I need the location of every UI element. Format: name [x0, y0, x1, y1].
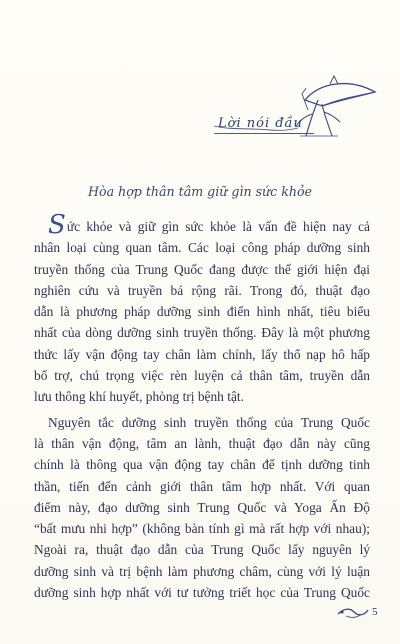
- paragraph-2: [34, 412, 370, 604]
- page-number-ornament: [332, 598, 382, 622]
- paragraph-line: thức lấy vận động tay chân làm chính, lấy thổ nạp hô hấp: [34, 346, 370, 362]
- paragraph-line: Ngoài ra, thuật đạo dẫn của Trung Quốc lấy nguyên lý: [34, 542, 370, 558]
- body-text: [34, 210, 370, 607]
- paragraph-line: chính là thông qua vận động tay chân để tịnh dưỡng tinh: [34, 457, 370, 473]
- paragraph-line: lưu thông khí huyết, phòng trị bệnh tật.: [34, 389, 244, 405]
- paragraph-1: [34, 210, 370, 408]
- paragraph-line: nghiên cứu và truyền bá rộng rãi. Trong đó, thuật đạo: [34, 282, 370, 298]
- paragraph-line: Sức khỏe và giữ gìn sức khỏe là vấn đề hiện nay cả: [48, 210, 370, 240]
- paragraph-line: dưỡng sinh hợp nhất với tư tưởng triết học của Trung Quốc: [34, 585, 370, 601]
- section-heading: Lời nói đầu: [218, 116, 303, 131]
- drop-cap: S: [48, 210, 66, 240]
- page-number: 5: [372, 606, 378, 618]
- paragraph-line: nhân loại cùng quan tâm. Các loại công pháp dưỡng sinh: [34, 240, 370, 256]
- paragraph-line: truyền thống của Trung Quốc đang được thế giới hiện đại: [34, 261, 370, 277]
- paragraph-line: dẫn là phương pháp dưỡng sinh điển hình nhất, tiêu biểu: [34, 304, 370, 320]
- paragraph-line: Nguyên tắc dưỡng sinh truyền thống của Trung Quốc: [48, 414, 370, 430]
- paragraph-line: dưỡng sinh và trị bệnh làm phương châm, cùng với lý luận: [34, 563, 370, 579]
- heading-underline: [214, 133, 314, 134]
- paragraph-line: “bất mưu nhi hợp” (không bàn tính gì mà rất hợp với nhau);: [34, 521, 370, 537]
- paragraph-line: điểm này, đạo dưỡng sinh Trung Quốc và Yoga Ấn Độ: [34, 499, 370, 515]
- paragraph-line: là thân vận động, tâm an lành, thuật đạo dẫn này cũng: [34, 435, 370, 451]
- page-subtitle: Hòa hợp thân tâm giữ gìn sức khỏe: [88, 184, 312, 199]
- paragraph-line: nhất của dòng dưỡng sinh truyền thống. Đây là một phương: [34, 325, 370, 341]
- paragraph-line: bổ trợ, chú trọng việc rèn luyện cả thân tâm, truyền dẫn: [34, 368, 370, 384]
- paragraph-line: thần, tiến đến cảnh giới thân tâm hợp nhất. Với quan: [34, 478, 370, 494]
